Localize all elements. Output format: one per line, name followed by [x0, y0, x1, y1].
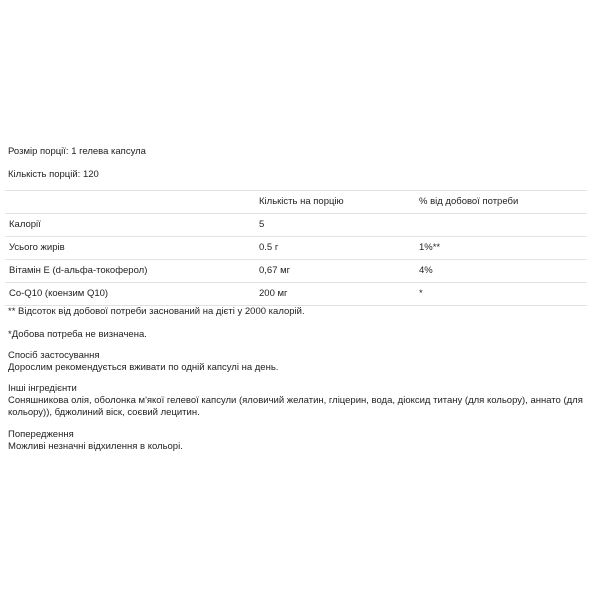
usage-body: Дорослим рекомендується вживати по одній капсулі на день.	[8, 362, 279, 373]
serving-size: Розмір порції: 1 гелева капсула	[8, 146, 146, 157]
table-row	[5, 259, 587, 282]
warnings-heading: Попередження	[8, 429, 74, 440]
row-name: Калорії	[9, 219, 41, 230]
not-established-footnote: *Добова потреба не визначена.	[8, 329, 147, 340]
table-header-row	[5, 190, 587, 213]
row-daily-value: *	[419, 288, 423, 299]
usage-heading: Спосіб застосування	[8, 350, 100, 361]
table-row	[5, 213, 587, 236]
table-row	[5, 236, 587, 259]
row-amount: 200 мг	[259, 288, 288, 299]
row-name: Усього жирів	[9, 242, 65, 253]
warnings-section	[8, 429, 588, 453]
usage-section	[8, 350, 588, 374]
servings-per-container: Кількість порцій: 120	[8, 169, 99, 180]
row-name: Вітамін Е (d-альфа-токоферол)	[9, 265, 148, 276]
other-ingredients-section	[8, 383, 588, 419]
row-name: Co-Q10 (коензим Q10)	[9, 288, 109, 299]
row-daily-value: 4%	[419, 265, 433, 276]
row-daily-value: 1%**	[419, 242, 441, 253]
warnings-body: Можливі незначні відхилення в кольорі.	[8, 441, 183, 452]
percent-footnote: ** Відсоток від добової потреби заснований на дієті у 2000 калорій.	[8, 306, 305, 317]
nutrition-table	[5, 190, 587, 306]
other-ingredients-heading: Інші інгредієнти	[8, 383, 77, 394]
table-row	[5, 282, 587, 306]
header-amount: Кількість на порцію	[259, 196, 344, 207]
row-amount: 0.5 г	[259, 242, 279, 253]
other-ingredients-body: Соняшникова олія, оболонка м'якої гелевої капсули (яловичий желатин, гліцерин, вода, діоксид титану (для кольору), аннато (для кольору)), бджолиний віск, соєвий лецитин.	[8, 395, 583, 418]
row-amount: 0,67 мг	[259, 265, 291, 276]
header-daily-value: % від добової потреби	[419, 196, 519, 207]
row-amount: 5	[259, 219, 265, 230]
